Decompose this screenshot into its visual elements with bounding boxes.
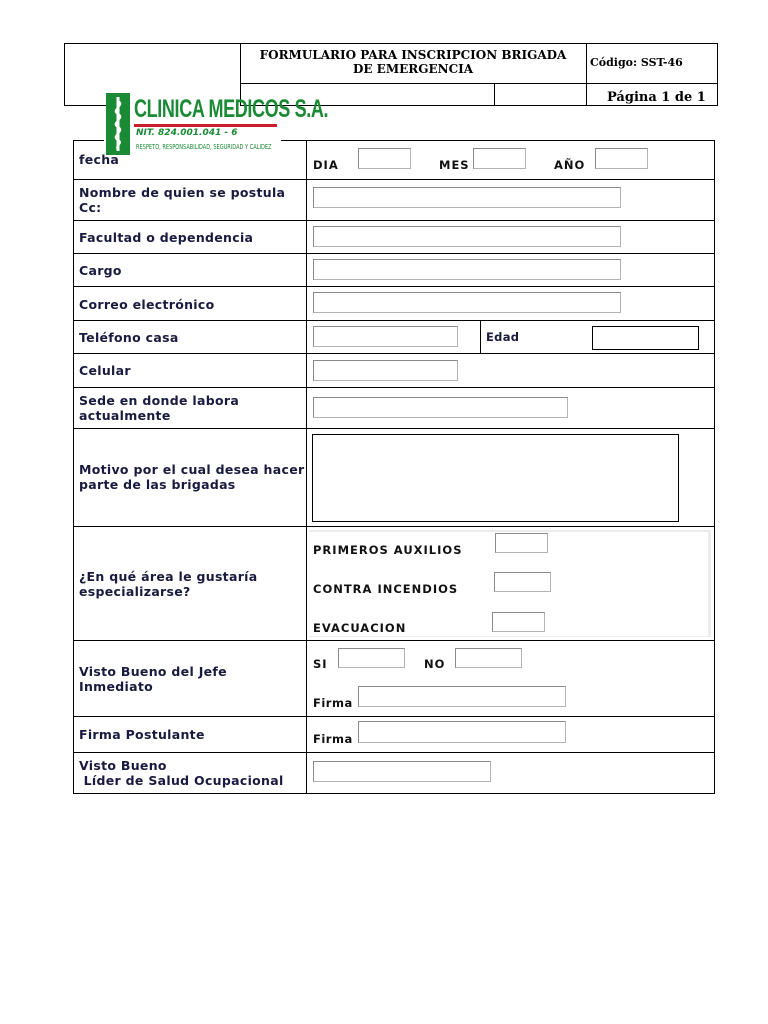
motivo-label [79,462,304,492]
visto-jefe-label-line2: Inmediato [79,679,153,694]
contra-incendios-label: CONTRA INCENDIOS [313,582,459,596]
celular-label: Celular [79,363,131,378]
anio-input[interactable] [595,148,648,169]
page-number: Página 1 de 1 [607,90,706,105]
visto-lider-label-line1: Visto Bueno [79,758,167,773]
visto-jefe-label-line1: Visto Bueno del Jefe [79,664,227,679]
firma-jefe-label: Firma [313,696,353,710]
area-label-line1: ¿En qué área le gustaría [79,569,258,584]
form-code: Código: SST-46 [590,56,683,69]
si-label: SI [313,657,328,671]
nombre-input[interactable] [313,187,621,208]
form-title: FORMULARIO PARA INSCRIPCION BRIGADA DE EMERGENCIA [259,48,567,76]
dia-label: DIA [313,158,339,172]
anio-label: AÑO [554,158,586,172]
nombre-label-line2: Cc: [79,200,102,215]
sede-label [79,393,239,423]
telefono-input[interactable] [313,326,458,347]
evacuacion-label: EVACUACION [313,621,407,635]
facultad-label: Facultad o dependencia [79,230,254,245]
visto-jefe-label [79,664,227,694]
area-label-line2: especializarse? [79,584,191,599]
sede-label-line1: Sede en donde labora [79,393,240,408]
firma-postulante-input[interactable] [358,721,566,743]
no-input[interactable] [455,648,522,668]
dia-input[interactable] [358,148,411,169]
sede-input[interactable] [313,397,568,418]
logo-red-bar [134,124,277,127]
si-input[interactable] [338,648,405,668]
edad-label: Edad [486,330,520,344]
visto-lider-label-line2: Líder de Salud Ocupacional [79,773,284,788]
logo-nit: NIT. 824.001.041 - 6 [136,128,238,138]
mes-input[interactable] [473,148,526,169]
motivo-label-line1: Motivo por el cual desea hacer [79,462,305,477]
cargo-input[interactable] [313,259,621,280]
correo-label: Correo electrónico [79,297,215,312]
logo-name: CLINICA MEDICOS S.A. [134,95,329,123]
area-label [79,569,257,599]
no-label: NO [424,657,446,671]
nombre-label-line1: Nombre de quien se postula [79,185,286,200]
evacuacion-input[interactable] [492,612,545,632]
fecha-label: fecha [79,152,120,167]
cargo-label: Cargo [79,263,122,278]
staff-of-asclepius-icon [106,93,132,155]
mes-label: MES [439,158,470,172]
correo-input[interactable] [313,292,621,313]
firma-postulante-field-label: Firma [313,732,353,746]
nombre-label [79,185,285,215]
facultad-input[interactable] [313,226,621,247]
company-logo [106,93,329,155]
celular-input[interactable] [313,360,458,381]
visto-lider-label [79,758,284,788]
primeros-auxilios-input[interactable] [495,533,548,553]
motivo-label-line2: parte de las brigadas [79,477,236,492]
motivo-textarea[interactable] [312,434,679,522]
visto-lider-input[interactable] [313,761,491,782]
sede-label-line2: actualmente [79,408,171,423]
edad-input[interactable] [592,326,699,350]
firma-postulante-label: Firma Postulante [79,727,205,742]
logo-slogan: RESPETO, RESPONSABILIDAD, SEGURIDAD Y CALIDEZ [136,143,272,151]
contra-incendios-input[interactable] [494,572,551,592]
telefono-label: Teléfono casa [79,330,179,345]
firma-jefe-input[interactable] [358,686,566,707]
primeros-auxilios-label: PRIMEROS AUXILIOS [313,543,463,557]
